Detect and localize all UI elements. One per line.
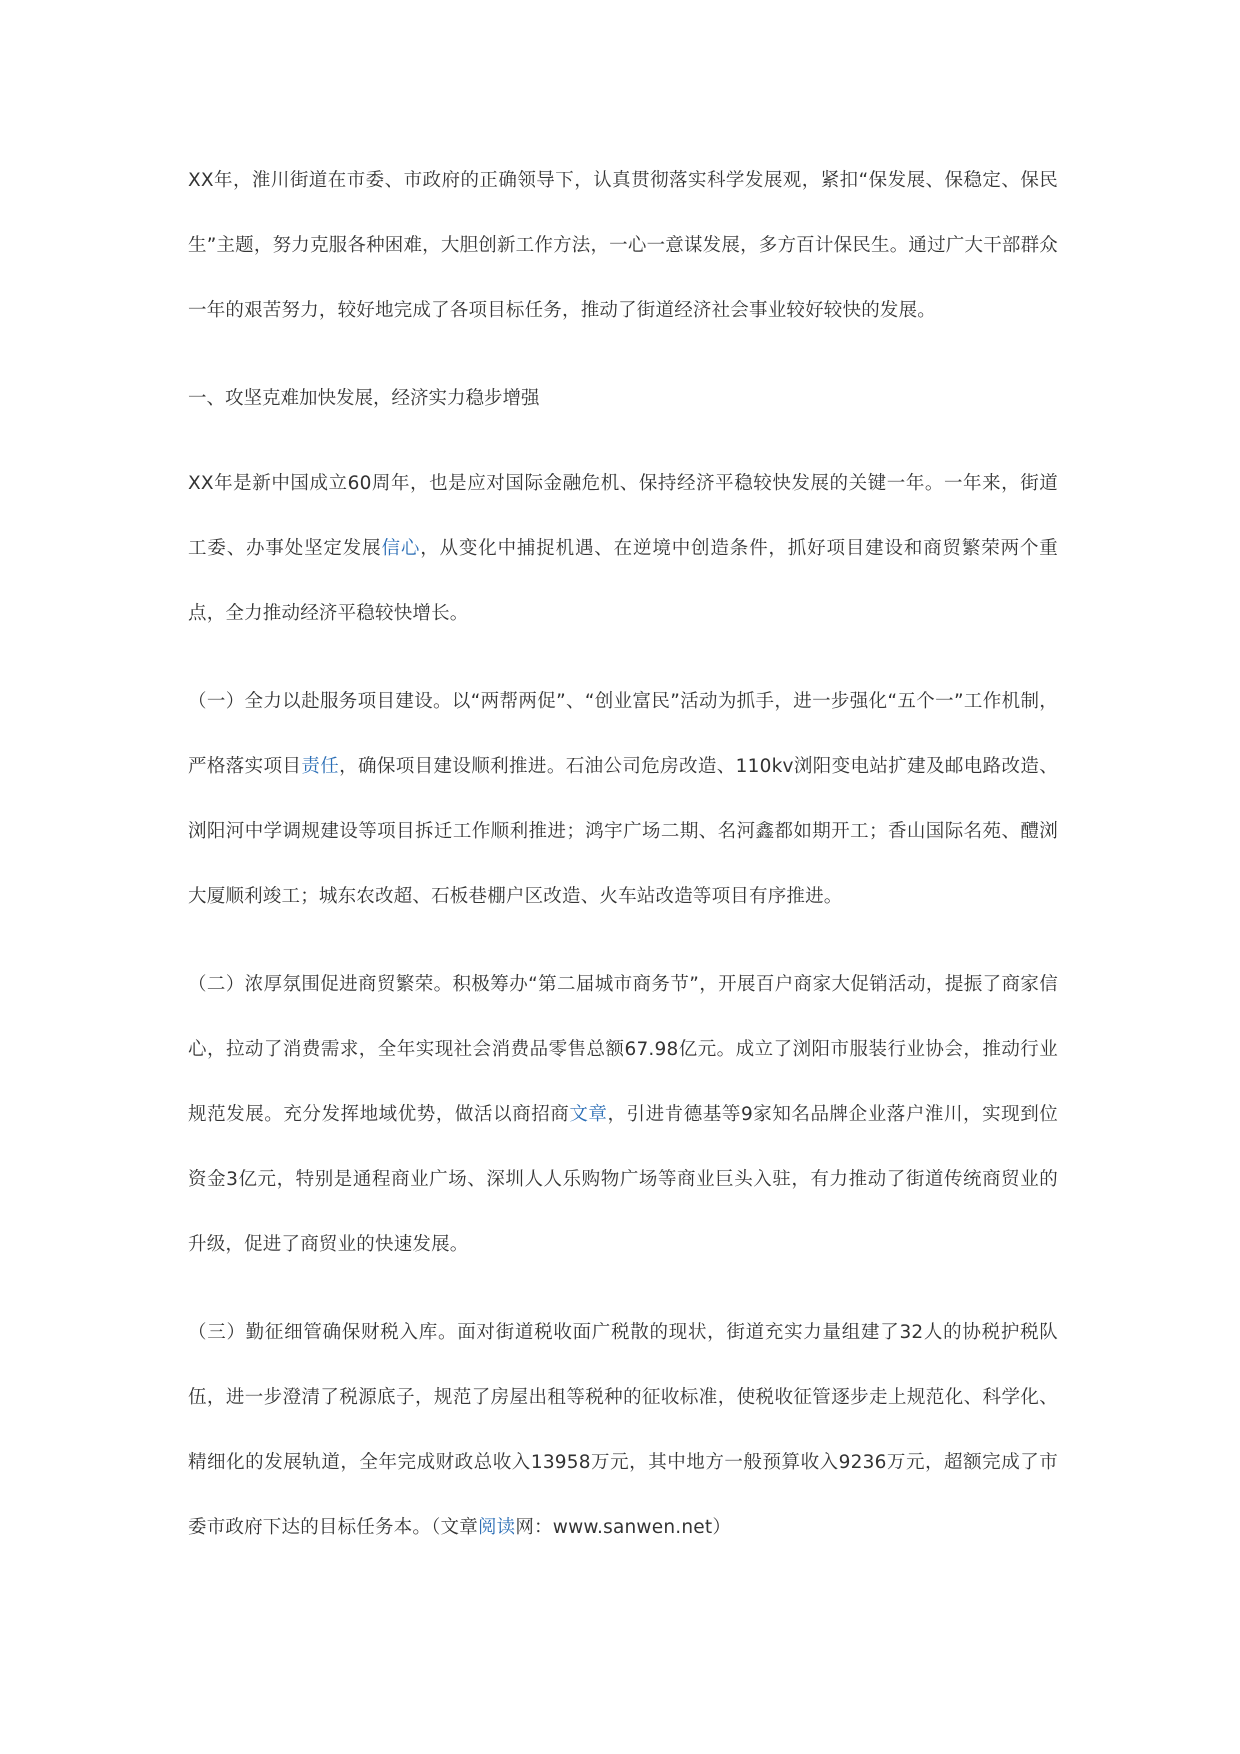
item-3-text-before: （三）勤征细管确保财税入库。面对街道税收面广税散的现状，街道充实力量组建了32人的协税护税队伍，进一步澄清了税源底子，规范了房屋出租等税种的征收标准，使税收征管逐步走上规范化、科学化、精细化的发展轨道，全年完成财政总收入13958万元，其中地方一般预算收入9236万元，超额完成了市委市政府下达的目标任务本。（文章 [188,1322,1058,1538]
intro-paragraph [188,148,1058,343]
reading-link[interactable]: 阅读 [477,1517,516,1538]
article-link[interactable]: 文章 [569,1104,608,1125]
section-1-paragraph [188,451,1058,646]
section-1-heading: 一、攻坚克难加快发展，经济实力稳步增强 [188,388,540,409]
section-1-text-before: XX年是新中国成立60周年，也是应对国际金融危机、保持经济平稳较快发展的关键一年。一年来，街道工委、办事处坚定发展 [188,473,1058,559]
section-1-text-after: ，从变化中捕捉机遇、在逆境中创造条件，抓好项目建设和商贸繁荣两个重点，全力推动经济平稳较快增长。 [188,538,1058,624]
item-2-paragraph [188,952,1058,1277]
item-3-paragraph [188,1300,1058,1560]
item-2-text-before: （二）浓厚氛围促进商贸繁荣。积极筹办“第二届城市商务节”，开展百户商家大促销活动，提振了商家信心，拉动了消费需求，全年实现社会消费品零售总额67.98亿元。成立了浏阳市服装行业协会，推动行业规范发展。充分发挥地域优势，做活以商招商 [188,974,1058,1125]
item-3-text-after: 网：www.sanwen.net） [515,1517,732,1538]
item-2-text-after: ，引进肯德基等9家知名品牌企业落户淮川，实现到位资金3亿元，特别是通程商业广场、深圳人人乐购物广场等商业巨头入驻，有力推动了街道传统商贸业的升级，促进了商贸业的快速发展。 [188,1104,1058,1255]
item-1-text-after: ，确保项目建设顺利推进。石油公司危房改造、110kv浏阳变电站扩建及邮电路改造、浏阳河中学调规建设等项目拆迁工作顺利推进；鸿宇广场二期、名河鑫都如期开工；香山国际名苑、醴浏大厦顺利竣工；城东农改超、石板巷棚户区改造、火车站改造等项目有序推进。 [188,756,1059,907]
item-1-paragraph [188,669,1058,929]
intro-text: XX年，淮川街道在市委、市政府的正确领导下，认真贯彻落实科学发展观，紧扣“保发展、保稳定、保民生”主题，努力克服各种困难，大胆创新工作方法，一心一意谋发展，多方百计保民生。通过广大干部群众一年的艰苦努力，较好地完成了各项目标任务，推动了街道经济社会事业较好较快的发展。 [188,170,1058,321]
confidence-link[interactable]: 信心 [381,538,421,559]
responsibility-link[interactable]: 责任 [301,756,340,777]
item-1-text-before: （一）全力以赴服务项目建设。以“两帮两促”、“创业富民”活动为抓手，进一步强化“五个一”工作机制，严格落实项目 [188,691,1058,777]
